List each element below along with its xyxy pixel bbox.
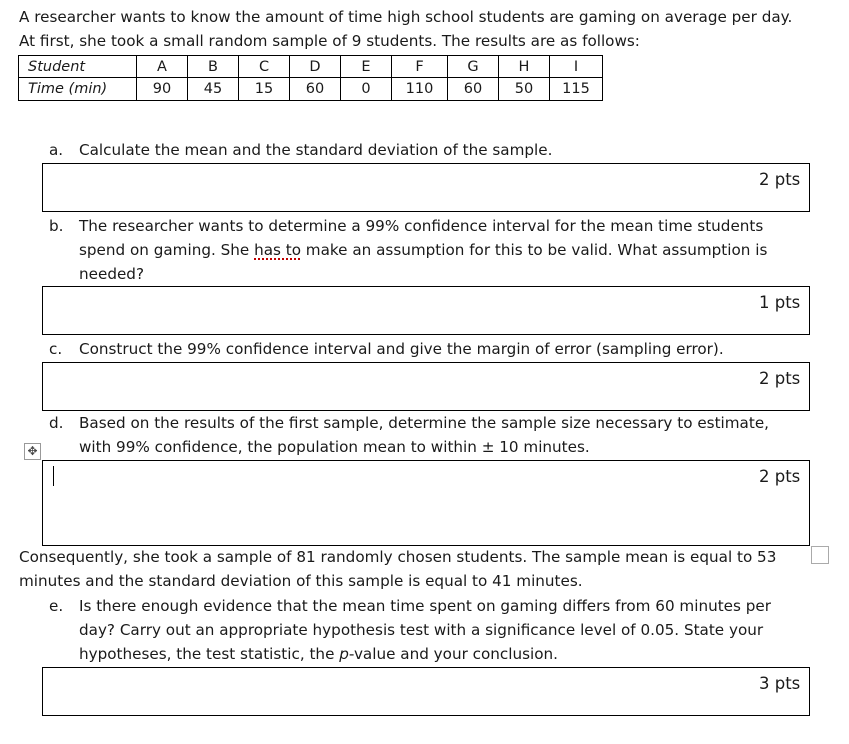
row-label-time: Time (min) — [19, 78, 137, 101]
text-cursor — [53, 466, 54, 486]
table-cell: 45 — [188, 78, 239, 101]
answer-box-d[interactable] — [42, 460, 753, 546]
table-cell: 0 — [341, 78, 392, 101]
points-box-c — [751, 362, 810, 411]
answer-box-e[interactable] — [42, 667, 753, 716]
question-a-label: a. — [49, 141, 64, 159]
question-d-label: d. — [49, 414, 64, 432]
points-c: 2 pts — [759, 369, 801, 388]
points-b: 1 pts — [759, 293, 801, 312]
table-cell: G — [448, 56, 499, 78]
table-cell: E — [341, 56, 392, 78]
points-box-d — [751, 460, 810, 546]
grammar-flagged-text[interactable]: has to — [254, 241, 301, 259]
points-box-b — [751, 286, 810, 335]
answer-box-c[interactable] — [42, 362, 753, 411]
question-e-line-1: Is there enough evidence that the mean time spent on gaming differs from 60 minutes per — [79, 597, 771, 615]
table-cell: 90 — [137, 78, 188, 101]
table-cell: 110 — [392, 78, 448, 101]
points-d: 2 pts — [759, 467, 801, 486]
table-cell: H — [499, 56, 550, 78]
table-row-students — [19, 56, 603, 78]
points-box-e — [751, 667, 810, 716]
question-e-line-3-pre: hypotheses, the test statistic, the — [79, 645, 340, 663]
question-a-text: Calculate the mean and the standard deviation of the sample. — [79, 141, 553, 159]
question-d-line-1: Based on the results of the first sample, determine the sample size necessary to estimate, — [79, 414, 769, 432]
answer-box-b[interactable] — [42, 286, 753, 335]
table-cell: 15 — [239, 78, 290, 101]
question-e-line-3-post: -value and your conclusion. — [348, 645, 558, 663]
move-arrows-icon[interactable]: ✥ — [24, 443, 41, 460]
table-cell: 60 — [290, 78, 341, 101]
table-cell: D — [290, 56, 341, 78]
row-label-student: Student — [19, 56, 137, 78]
table-cell: 60 — [448, 78, 499, 101]
table-cell: B — [188, 56, 239, 78]
question-c-label: c. — [49, 340, 63, 358]
consequently-line-1: Consequently, she took a sample of 81 randomly chosen students. The sample mean is equal to 53 — [19, 548, 777, 566]
consequently-line-2: minutes and the standard deviation of this sample is equal to 41 minutes. — [19, 572, 583, 590]
data-table — [18, 55, 603, 101]
table-cell: F — [392, 56, 448, 78]
question-b-line-2 — [79, 241, 767, 259]
checkbox-square-icon[interactable] — [811, 546, 829, 564]
p-italic: p — [339, 645, 349, 663]
table-cell: 50 — [499, 78, 550, 101]
intro-line-1: A researcher wants to know the amount of time high school students are gaming on average per day. — [19, 8, 793, 26]
points-box-a — [751, 163, 810, 212]
question-e-line-2: day? Carry out an appropriate hypothesis test with a significance level of 0.05. State your — [79, 621, 764, 639]
points-e: 3 pts — [759, 674, 801, 693]
table-cell: 115 — [550, 78, 603, 101]
question-e-label: e. — [49, 597, 64, 615]
table-cell: A — [137, 56, 188, 78]
table-row-times — [19, 78, 603, 101]
table-cell: I — [550, 56, 603, 78]
table-cell: C — [239, 56, 290, 78]
intro-line-2: At first, she took a small random sample of 9 students. The results are as follows: — [19, 32, 640, 50]
question-e-line-3 — [79, 645, 558, 663]
question-b-label: b. — [49, 217, 64, 235]
question-b-line-3: needed? — [79, 265, 144, 283]
answer-box-a[interactable] — [42, 163, 753, 212]
question-b-line-1: The researcher wants to determine a 99% confidence interval for the mean time students — [79, 217, 764, 235]
question-c-text: Construct the 99% confidence interval and give the margin of error (sampling error). — [79, 340, 724, 358]
question-d-line-2: with 99% confidence, the population mean to within ± 10 minutes. — [79, 438, 590, 456]
question-b-line-2-pre: spend on gaming. She — [79, 241, 255, 259]
question-b-line-2-post: make an assumption for this to be valid. What assumption is — [300, 241, 768, 259]
points-a: 2 pts — [759, 170, 801, 189]
